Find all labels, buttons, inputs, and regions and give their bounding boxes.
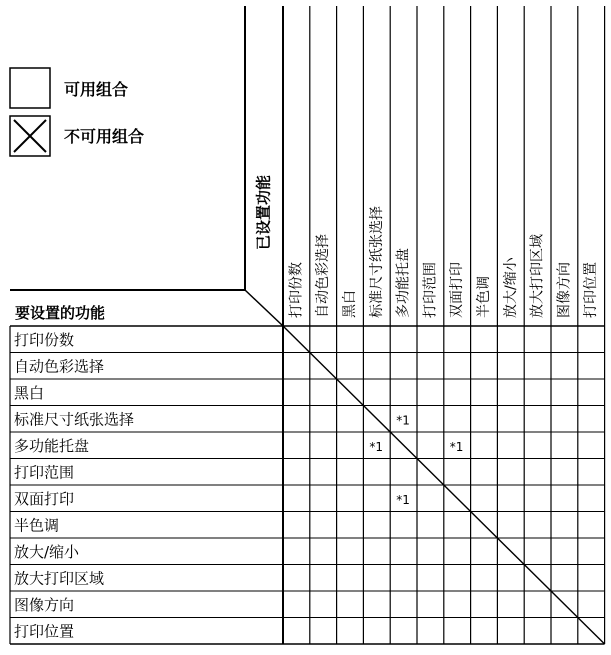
row-labels xyxy=(14,331,134,641)
column-header: 打印范围 xyxy=(422,262,439,318)
cell-note: *1 xyxy=(449,440,464,455)
row-label: 半色调 xyxy=(14,516,60,535)
legend xyxy=(10,68,144,156)
set-functions-label-wrap xyxy=(255,175,273,250)
set-functions-label: 已设置功能 xyxy=(254,175,273,251)
column-header: 放大/缩小 xyxy=(502,257,519,318)
row-label: 打印位置 xyxy=(14,622,75,641)
column-header: 放大打印区域 xyxy=(529,234,546,318)
column-header: 自动色彩选择 xyxy=(315,234,332,318)
row-label: 放大打印区域 xyxy=(14,569,105,588)
column-header: 多功能托盘 xyxy=(395,248,412,318)
header-diagonal xyxy=(245,290,283,326)
cell-note: *1 xyxy=(369,440,384,455)
row-label: 标准尺寸纸张选择 xyxy=(14,410,135,429)
column-header: 打印份数 xyxy=(288,262,305,318)
available-legend-box xyxy=(10,68,50,108)
row-label: 双面打印 xyxy=(14,490,75,509)
row-label: 打印份数 xyxy=(14,331,75,350)
unavailable-legend-label: 不可用组合 xyxy=(64,127,145,146)
column-header: 标准尺寸纸张选择 xyxy=(368,206,385,318)
cell-note: *1 xyxy=(396,493,410,508)
available-legend-label: 可用组合 xyxy=(64,80,129,99)
column-header: 双面打印 xyxy=(449,262,466,318)
cell-note: *1 xyxy=(396,413,410,428)
column-header: 黑白 xyxy=(342,290,358,318)
row-label: 自动色彩选择 xyxy=(14,357,105,376)
column-header: 半色调 xyxy=(476,276,492,318)
row-label: 黑白 xyxy=(14,384,45,403)
to-set-functions-label: 要设置的功能 xyxy=(15,304,106,322)
row-label: 多功能托盘 xyxy=(14,437,90,456)
column-header: 图像方向 xyxy=(556,262,573,318)
matrix-grid xyxy=(10,6,605,644)
column-header: 打印位置 xyxy=(583,262,600,318)
row-label: 打印范围 xyxy=(14,463,75,482)
row-label: 图像方向 xyxy=(14,596,75,615)
row-label: 放大/缩小 xyxy=(14,543,80,562)
